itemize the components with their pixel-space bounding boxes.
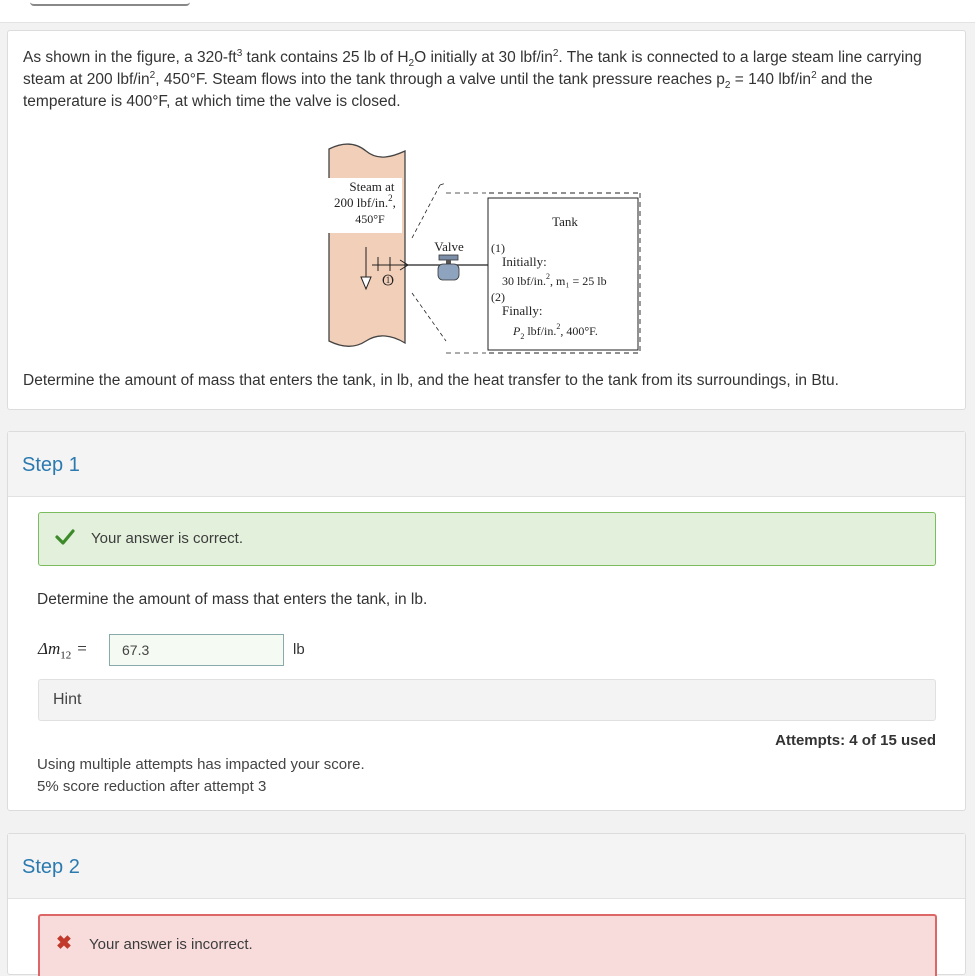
problem-question: Determine the amount of mass that enters the tank, in lb, and the heat transfer to the tank from its surroundings, in Btu. (23, 372, 839, 389)
mass-answer-value: 67.3 (122, 642, 150, 658)
inlet-state-label: (1) (382, 275, 394, 285)
step2-title: Step 2 (22, 856, 80, 878)
step2-card (7, 833, 966, 975)
steam-label-1: Steam at (349, 179, 395, 194)
steam-line-pipe (329, 144, 405, 346)
zoom-line (412, 185, 440, 238)
tank-figure (326, 143, 646, 355)
valve-stem (446, 260, 451, 264)
penalty-notice (37, 754, 365, 798)
steam-label-3: 450°F (355, 212, 385, 226)
hint-label: Hint (53, 691, 82, 708)
hint-button[interactable] (38, 679, 936, 721)
top-strip (0, 0, 975, 23)
tank-label: Tank (552, 214, 578, 229)
final-state-values: $P_2$ lbf/in.$^2$, 400°F. (513, 322, 598, 341)
correct-banner (38, 512, 936, 566)
attempts-counter: Attempts: 4 of 15 used (775, 732, 936, 749)
valve-label: Valve (434, 239, 464, 254)
clipped-header (30, 0, 190, 6)
checkmark-icon (55, 527, 75, 547)
correct-message: Your answer is correct. (91, 530, 244, 547)
problem-statement: As shown in the figure, a $320-ft^3$ tank contains 25 lb of $H_2O$ initially at 30 lbf/$in^2$. The tank is connected to a large steam line carrying steam at 200 lbf/$in^2$, 450°F. Steam flows into the tank through a valve until the tank pressure reaches $p_2 = 140$ lbf/$in^2$ and the temperature is 400°F, at which time the valve is closed. (23, 47, 922, 110)
steam-label-2: 200 lbf/in.$^2$, (334, 193, 396, 210)
initial-state-values: 30 lbf/in.$^2$, m₁ = 25 lb (502, 272, 607, 288)
step1-title: Step 1 (22, 454, 80, 476)
step2-header[interactable] (8, 834, 965, 899)
finally-label: Finally: (502, 303, 543, 318)
zoom-line (440, 183, 446, 185)
penalty-line-1: Using multiple attempts has impacted your score. (37, 756, 365, 773)
valve-handle (439, 255, 458, 260)
step1-card (7, 431, 966, 811)
state1-label: (1) (491, 241, 505, 255)
initially-label: Initially: (502, 254, 547, 269)
incorrect-message: Your answer is incorrect. (89, 936, 253, 953)
step1-header[interactable] (8, 432, 965, 497)
step1-question: Determine the amount of mass that enters the tank, in lb. (37, 591, 428, 608)
state2-label: (2) (491, 290, 505, 304)
mass-variable-label: $\Delta m_{12}$ = (38, 639, 87, 662)
x-icon: ✖ (56, 933, 72, 954)
valve-body (438, 264, 459, 280)
zoom-line (412, 293, 446, 341)
problem-card (7, 30, 966, 410)
mass-answer-input[interactable] (109, 634, 284, 666)
incorrect-banner (38, 914, 937, 976)
penalty-line-2: 5% score reduction after attempt 3 (37, 778, 267, 795)
mass-unit: lb (293, 641, 305, 658)
